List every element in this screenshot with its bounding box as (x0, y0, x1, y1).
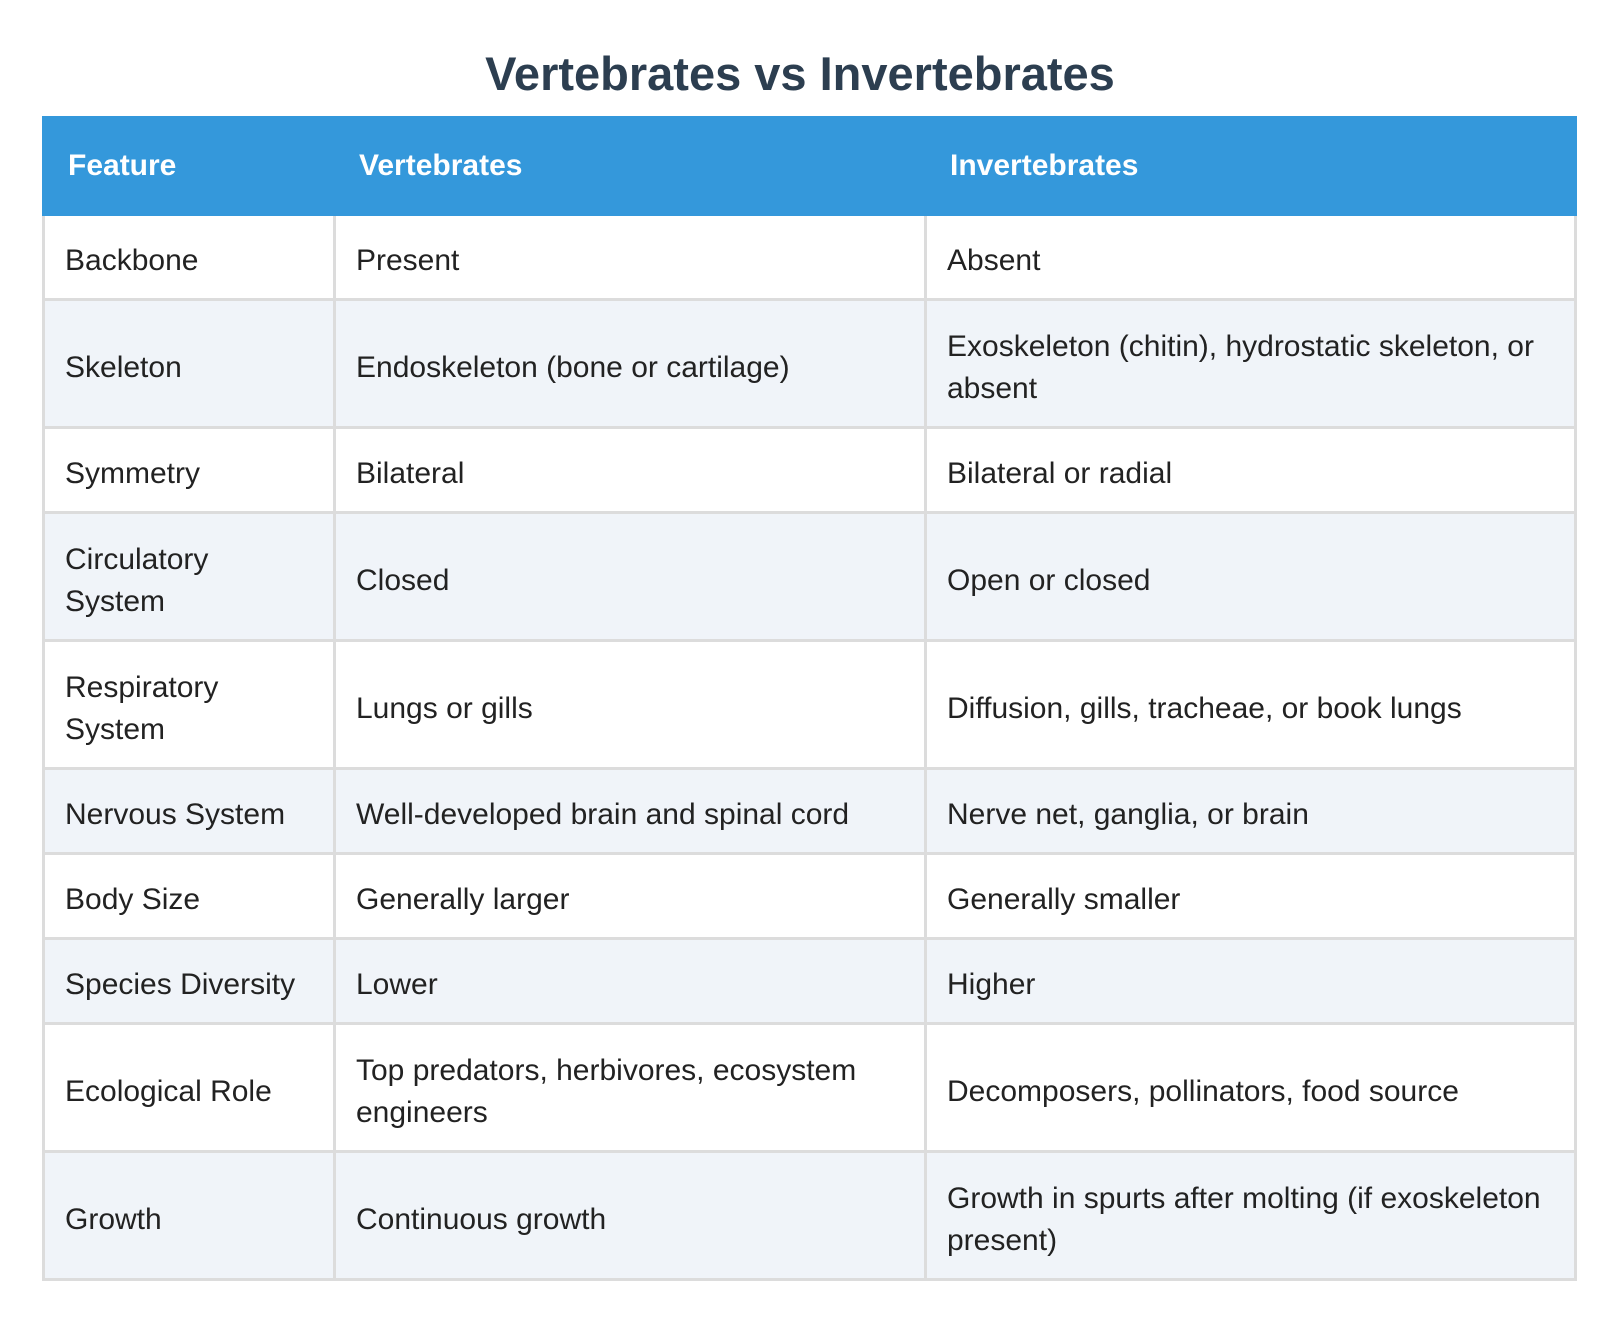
table-row (44, 428, 1576, 513)
feature-cell: Ecological Role (44, 1024, 335, 1152)
invertebrates-cell: Diffusion, gills, tracheae, or book lungs (926, 641, 1576, 769)
table-row (44, 215, 1576, 300)
invertebrates-cell: Higher (926, 939, 1576, 1024)
invertebrates-cell: Absent (926, 215, 1576, 300)
invertebrates-cell: Generally smaller (926, 854, 1576, 939)
vertebrates-cell: Continuous growth (335, 1152, 926, 1280)
table-row (44, 513, 1576, 641)
vertebrates-cell: Lower (335, 939, 926, 1024)
column-header-feature: Feature (44, 118, 335, 215)
column-header-vertebrates: Vertebrates (335, 118, 926, 215)
vertebrates-cell: Well-developed brain and spinal cord (335, 769, 926, 854)
page-title: Vertebrates vs Invertebrates (485, 47, 1115, 100)
vertebrates-cell: Closed (335, 513, 926, 641)
vertebrates-cell: Top predators, herbivores, ecosystem engineers (335, 1024, 926, 1152)
feature-cell: Symmetry (44, 428, 335, 513)
table-row (44, 300, 1576, 428)
comparison-table (42, 116, 1577, 1281)
invertebrates-cell: Nerve net, ganglia, or brain (926, 769, 1576, 854)
table-row (44, 769, 1576, 854)
vertebrates-cell: Generally larger (335, 854, 926, 939)
feature-cell: Respiratory System (44, 641, 335, 769)
table-header-row (44, 118, 1576, 215)
table-row (44, 1152, 1576, 1280)
feature-cell: Circulatory System (44, 513, 335, 641)
table-row (44, 1024, 1576, 1152)
invertebrates-cell: Decomposers, pollinators, food source (926, 1024, 1576, 1152)
invertebrates-cell: Growth in spurts after molting (if exoskeleton present) (926, 1152, 1576, 1280)
feature-cell: Backbone (44, 215, 335, 300)
vertebrates-cell: Present (335, 215, 926, 300)
invertebrates-cell: Bilateral or radial (926, 428, 1576, 513)
feature-cell: Body Size (44, 854, 335, 939)
table-row (44, 939, 1576, 1024)
table-row (44, 641, 1576, 769)
feature-cell: Skeleton (44, 300, 335, 428)
feature-cell: Species Diversity (44, 939, 335, 1024)
feature-cell: Growth (44, 1152, 335, 1280)
vertebrates-cell: Bilateral (335, 428, 926, 513)
column-header-invertebrates: Invertebrates (926, 118, 1576, 215)
invertebrates-cell: Open or closed (926, 513, 1576, 641)
feature-cell: Nervous System (44, 769, 335, 854)
vertebrates-cell: Lungs or gills (335, 641, 926, 769)
vertebrates-cell: Endoskeleton (bone or cartilage) (335, 300, 926, 428)
invertebrates-cell: Exoskeleton (chitin), hydrostatic skeleton, or absent (926, 300, 1576, 428)
table-row (44, 854, 1576, 939)
